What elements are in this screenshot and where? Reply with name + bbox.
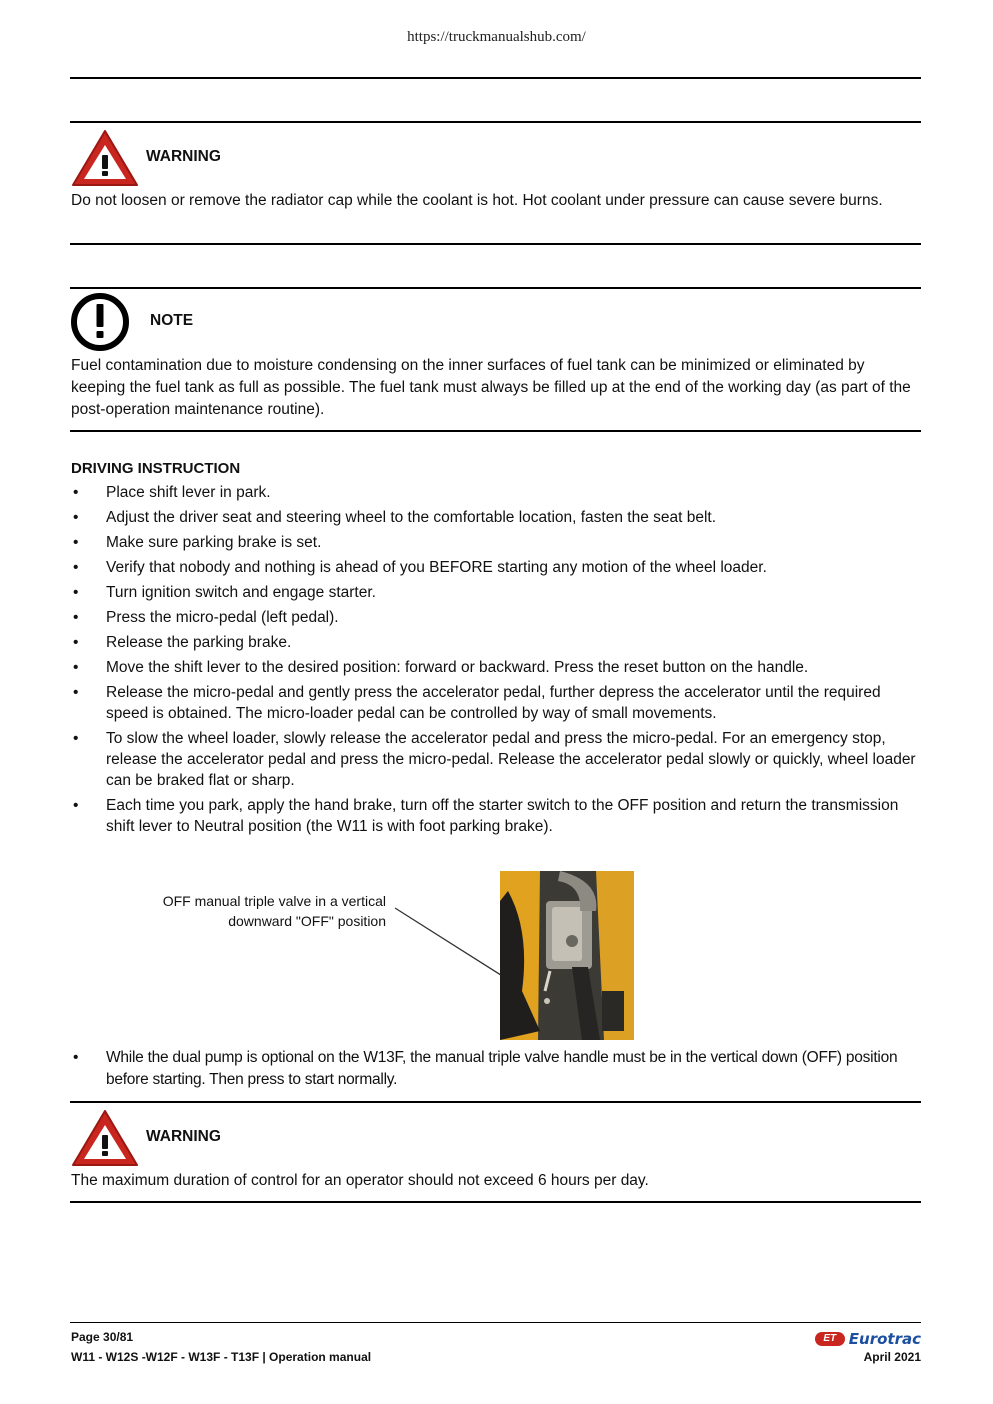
list-item-text: While the dual pump is optional on the W13F, the manual triple valve handle must be in the vertical down (OFF) position before starting. Then press to start normally. bbox=[106, 1049, 898, 1088]
triple-valve-photo bbox=[500, 871, 634, 1040]
publication-date: April 2021 bbox=[863, 1350, 921, 1364]
warning-triangle-icon bbox=[71, 128, 139, 188]
list-item: • Turn ignition switch and engage starter. bbox=[71, 582, 923, 603]
list-item: • Verify that nobody and nothing is ahead of you BEFORE starting any motion of the wheel loader. bbox=[71, 557, 923, 578]
list-item: • Press the micro-pedal (left pedal). bbox=[71, 607, 923, 628]
list-item: • Adjust the driver seat and steering wheel to the comfortable location, fasten the seat belt. bbox=[71, 507, 923, 528]
figure-caption-line-2: downward "OFF" position bbox=[228, 913, 386, 929]
figure-caption bbox=[120, 891, 386, 931]
header-rule bbox=[70, 77, 921, 79]
list-item: • Release the parking brake. bbox=[71, 632, 923, 653]
list-item: • To slow the wheel loader, slowly release the accelerator pedal and press the micro-pedal. For an emergency stop, release the accelerator pedal and press the micro-pedal. Release the accelerator pedal slowly or quickly, wheel loader can be braked flat or sharp. bbox=[71, 728, 923, 791]
warning-bottom-rule bbox=[70, 243, 921, 245]
exclamation-circle-icon bbox=[70, 292, 130, 352]
note-text: Fuel contamination due to moisture condensing on the inner surfaces of fuel tank can be minimized or eliminated by keeping the fuel tank as full as possible. The fuel tank must always be filled up at the end of the working day (as part of the post-operation maintenance routine). bbox=[71, 357, 911, 418]
brand-name: Eurotrac bbox=[848, 1330, 921, 1348]
list-item: • Place shift lever in park. bbox=[71, 482, 923, 503]
note-title: NOTE bbox=[150, 312, 194, 329]
brand-logo bbox=[815, 1330, 921, 1348]
eurotrac-logo-mark: ET bbox=[815, 1332, 845, 1346]
driving-instruction-heading: DRIVING INSTRUCTION bbox=[71, 460, 241, 477]
warning-bottom-rule bbox=[70, 1201, 921, 1203]
warning-text: Do not loosen or remove the radiator cap while the coolant is hot. Hot coolant under pressure can cause severe burns. bbox=[71, 192, 883, 209]
footer-rule bbox=[70, 1322, 921, 1323]
note-bottom-rule bbox=[70, 430, 921, 432]
driving-instruction-list bbox=[71, 482, 923, 841]
warning-title: WARNING bbox=[146, 148, 221, 165]
list-item: • Release the micro-pedal and gently press the accelerator pedal, further depress the accelerator until the required speed is obtained. The micro-loader pedal can be controlled by way of small movements. bbox=[71, 682, 923, 724]
list-item: • Move the shift lever to the desired position: forward or backward. Press the reset button on the handle. bbox=[71, 657, 923, 678]
warning-top-rule bbox=[70, 121, 921, 123]
bullet-dot: • bbox=[73, 1049, 79, 1066]
list-item bbox=[71, 1047, 923, 1091]
warning-title: WARNING bbox=[146, 1128, 221, 1145]
list-item: • Each time you park, apply the hand brake, turn off the starter switch to the OFF position and return the transmission shift lever to Neutral position (the W11 is with foot parking brake). bbox=[71, 795, 923, 837]
warning-text: The maximum duration of control for an operator should not exceed 6 hours per day. bbox=[71, 1172, 649, 1189]
note-top-rule bbox=[70, 287, 921, 289]
document-title: W11 - W12S -W12F - W13F - T13F | Operation manual bbox=[71, 1350, 372, 1364]
page-number: Page 30/81 bbox=[71, 1330, 134, 1344]
list-item: • Make sure parking brake is set. bbox=[71, 532, 923, 553]
figure-caption-line-1: OFF manual triple valve in a vertical bbox=[162, 893, 386, 909]
warning-top-rule bbox=[70, 1101, 921, 1103]
header-url: https://truckmanualshub.com/ bbox=[407, 29, 586, 45]
warning-triangle-icon bbox=[71, 1108, 139, 1168]
